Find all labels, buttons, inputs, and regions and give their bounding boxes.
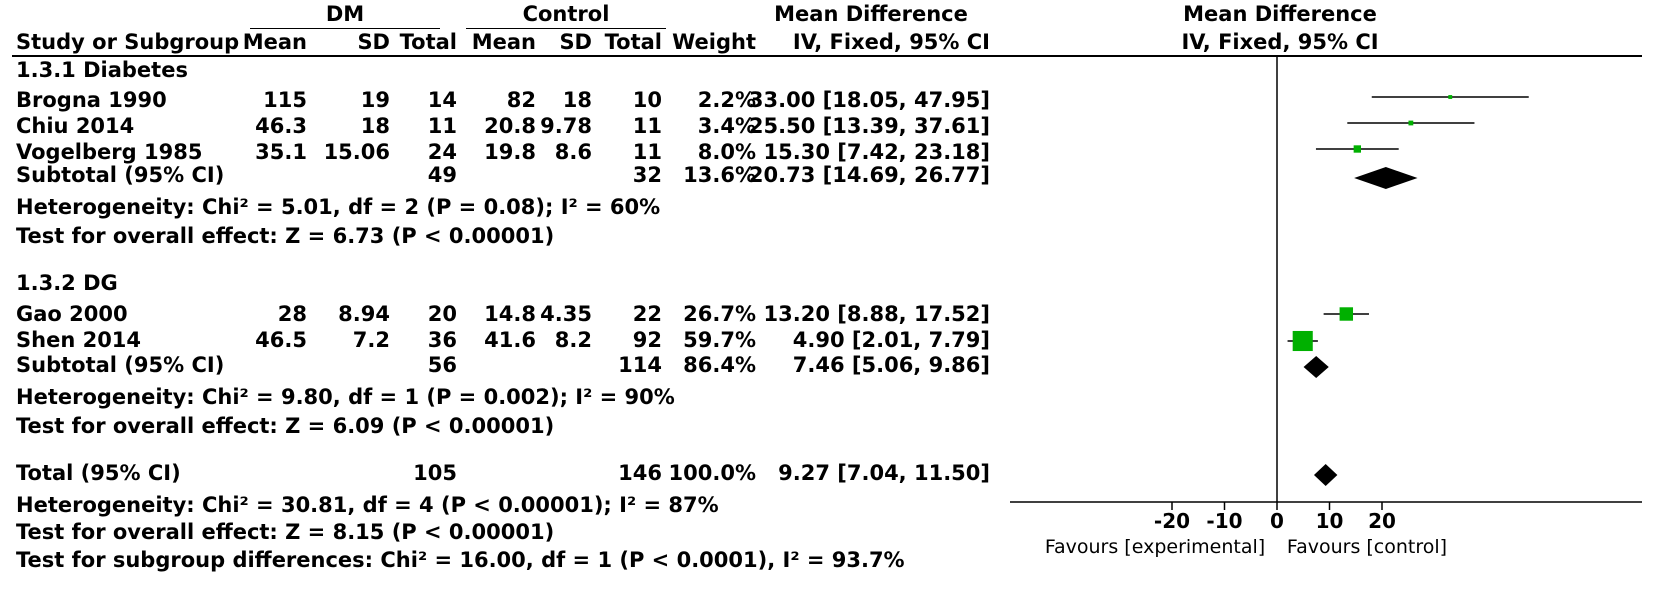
heterogeneity-text: Heterogeneity: Chi² = 9.80, df = 1 (P = 0.002); I² = 90% (16, 385, 675, 409)
subtotal-total-e: 49 (427, 163, 457, 187)
study-name: Chiu 2014 (16, 114, 135, 138)
col-header-mean-c: Mean (471, 30, 536, 54)
study-weight: 59.7% (683, 328, 756, 352)
study-effect-marker (1354, 145, 1361, 152)
col-header-study: Study or Subgroup (16, 30, 240, 54)
overall-effect-text: Test for overall effect: Z = 6.09 (P < 0.00001) (16, 414, 555, 438)
study-name: Vogelberg 1985 (16, 140, 203, 164)
x-axis-tick-label: 0 (1270, 509, 1284, 533)
pooled-effect-diamond (1314, 464, 1337, 486)
study-sd-c: 18 (562, 88, 592, 112)
study-total-e: 14 (427, 88, 457, 112)
study-md: 33.00 [18.05, 47.95] (748, 88, 990, 112)
study-mean-c: 82 (506, 88, 536, 112)
study-sd-c: 9.78 (540, 114, 592, 138)
study-total-e: 24 (427, 140, 457, 164)
study-sd-e: 8.94 (338, 302, 390, 326)
total-weight: 100.0% (668, 461, 756, 485)
study-sd-c: 8.6 (554, 140, 592, 164)
subtotal-weight: 13.6% (683, 163, 756, 187)
study-weight: 26.7% (683, 302, 756, 326)
subtotal-label: Subtotal (95% CI) (16, 353, 225, 377)
study-weight: 2.2% (697, 88, 756, 112)
favours-left-label: Favours [experimental] (1044, 536, 1266, 558)
study-mean-c: 19.8 (484, 140, 536, 164)
overall-effect-text: Test for overall effect: Z = 6.73 (P < 0.00001) (16, 224, 555, 248)
study-sd-e: 7.2 (352, 328, 390, 352)
subtotal-total-e: 56 (427, 353, 457, 377)
study-total-c: 10 (632, 88, 662, 112)
study-sd-e: 19 (360, 88, 390, 112)
study-total-e: 36 (427, 328, 457, 352)
subgroup-title: 1.3.2 DG (16, 271, 118, 295)
study-total-c: 11 (632, 140, 662, 164)
plot-header-md: Mean Difference (1183, 2, 1377, 26)
study-mean-c: 20.8 (484, 114, 536, 138)
subtotal-md: 7.46 [5.06, 9.86] (792, 353, 990, 377)
study-total-e: 11 (427, 114, 457, 138)
x-axis-tick-label: -20 (1153, 509, 1191, 533)
study-mean-e: 46.3 (255, 114, 307, 138)
pooled-effect-diamond (1354, 167, 1417, 189)
study-sd-c: 8.2 (554, 328, 592, 352)
favours-right-label: Favours [control] (1286, 536, 1448, 558)
plot-col-header-md: IV, Fixed, 95% CI (1181, 30, 1379, 54)
study-md: 13.20 [8.88, 17.52] (763, 302, 990, 326)
subtotal-label: Subtotal (95% CI) (16, 163, 225, 187)
x-axis-tick-label: 10 (1315, 509, 1344, 533)
group-header-control: Control (522, 2, 610, 26)
study-mean-c: 14.8 (484, 302, 536, 326)
total-label: Total (95% CI) (16, 461, 181, 485)
study-weight: 8.0% (697, 140, 756, 164)
total-overall-effect-text: Test for overall effect: Z = 8.15 (P < 0.00001) (16, 520, 555, 544)
study-effect-marker (1340, 307, 1353, 320)
col-header-md: IV, Fixed, 95% CI (792, 30, 990, 54)
study-mean-e: 35.1 (255, 140, 307, 164)
col-header-weight: Weight (672, 30, 756, 54)
total-md: 9.27 [7.04, 11.50] (778, 461, 990, 485)
pooled-effect-diamond (1304, 356, 1329, 378)
study-mean-e: 28 (277, 302, 307, 326)
total-total-c: 146 (618, 461, 662, 485)
study-md: 15.30 [7.42, 23.18] (763, 140, 990, 164)
subtotal-weight: 86.4% (683, 353, 756, 377)
col-header-mean-e: Mean (242, 30, 307, 54)
study-total-e: 20 (427, 302, 457, 326)
heterogeneity-text: Heterogeneity: Chi² = 5.01, df = 2 (P = 0.08); I² = 60% (16, 195, 661, 219)
col-header-total-e: Total (399, 30, 457, 54)
col-header-sd-e: SD (357, 30, 390, 54)
group-header-dm: DM (325, 2, 365, 26)
col-header-sd-c: SD (559, 30, 592, 54)
study-sd-e: 15.06 (323, 140, 390, 164)
study-total-c: 92 (632, 328, 662, 352)
study-effect-marker (1293, 331, 1313, 351)
study-name: Shen 2014 (16, 328, 142, 352)
x-axis-tick-label: -10 (1206, 509, 1243, 533)
total-total-e: 105 (413, 461, 457, 485)
study-md: 25.50 [13.39, 37.61] (748, 114, 990, 138)
study-sd-c: 4.35 (540, 302, 592, 326)
study-mean-e: 115 (263, 88, 307, 112)
study-mean-e: 46.5 (255, 328, 307, 352)
group-header-md: Mean Difference (774, 2, 968, 26)
total-heterogeneity-text: Heterogeneity: Chi² = 30.81, df = 4 (P < 0.00001); I² = 87% (16, 493, 719, 517)
study-effect-marker (1448, 95, 1452, 99)
subtotal-total-c: 32 (632, 163, 662, 187)
subgroup-differences-text: Test for subgroup differences: Chi² = 16.00, df = 1 (P < 0.0001), I² = 93.7% (16, 548, 905, 572)
study-sd-e: 18 (360, 114, 390, 138)
study-name: Brogna 1990 (16, 88, 167, 112)
x-axis-tick-label: 20 (1368, 509, 1396, 533)
study-name: Gao 2000 (16, 302, 128, 326)
subtotal-md: 20.73 [14.69, 26.77] (748, 163, 990, 187)
subgroup-title: 1.3.1 Diabetes (16, 58, 188, 82)
study-effect-marker (1408, 121, 1413, 126)
study-mean-c: 41.6 (484, 328, 536, 352)
col-header-total-c: Total (604, 30, 662, 54)
study-total-c: 22 (632, 302, 662, 326)
study-md: 4.90 [2.01, 7.79] (792, 328, 990, 352)
subtotal-total-c: 114 (618, 353, 662, 377)
study-weight: 3.4% (697, 114, 756, 138)
study-total-c: 11 (632, 114, 662, 138)
